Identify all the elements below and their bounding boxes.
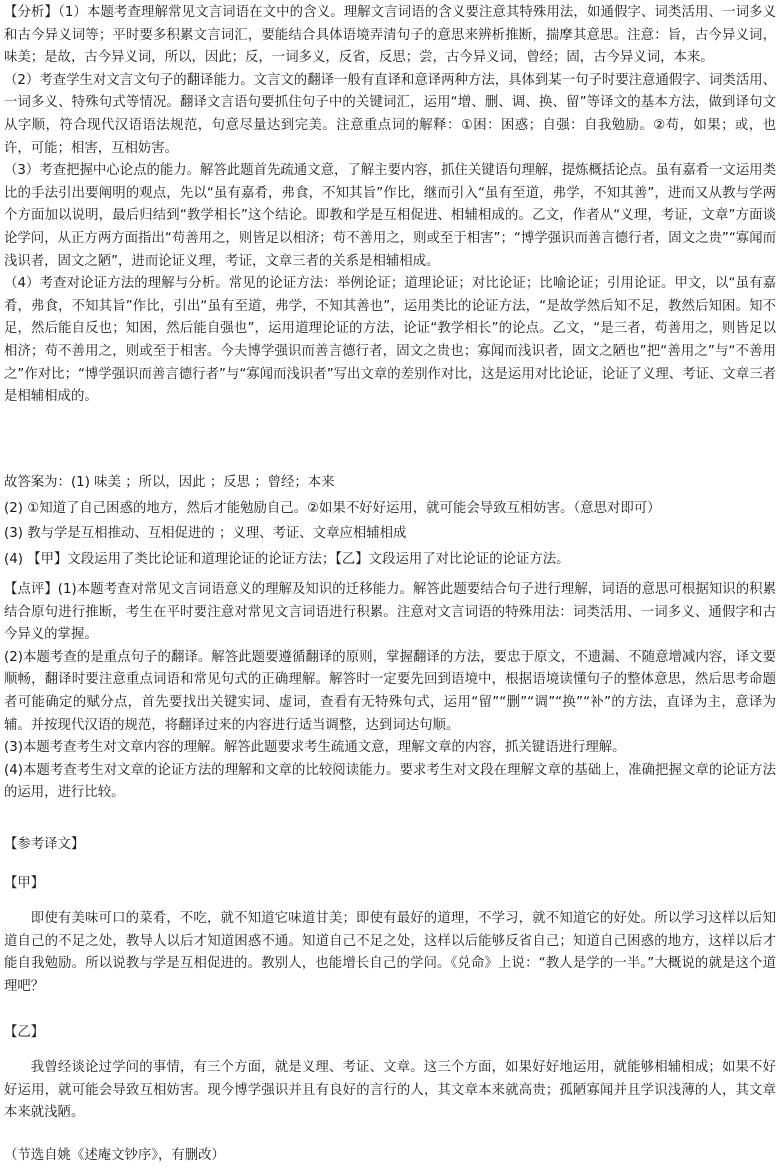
comment-part-1: 【点评】(1)本题考查对常见文言词语意义的理解及知识的迁移能力。解答此题要结合句子进行理解，词语的意思可根据知识的积累结合原句进行推断，考生在平时要注意对常见文言词语进行积累。注意对文言词语的特殊用法：词类活用、一词多义、通假字和古今异义的掌握。 bbox=[4, 582, 776, 643]
analysis-section bbox=[4, 2, 776, 409]
jia-heading: 【甲】 bbox=[4, 876, 45, 891]
analysis-part-2: （2）考查学生对文言文句子的翻译能力。文言文的翻译一般有直译和意译两种方法，具体到某一句子时要注意通假字、词类活用、一词多义、特殊句式等情况。翻译文言语句要抓住句子中的关键词汇，运用“增、删、调、换、留”等译文的基本方法，做到译句文从字顺，符合现代汉语语法规范，句意尽量达到完美。注意重点词的解释：①困：困惑；自强：自我勉励。②苟，如果；或，也许，可能；相害，互相妨害。 bbox=[4, 72, 776, 156]
answer-3: (3) 教与学是互相推动、互相促进的 ；义理、考证、文章应相辅相成 bbox=[4, 526, 407, 541]
reference-translation-heading: 【参考译文】 bbox=[4, 837, 85, 852]
comment-section bbox=[4, 579, 776, 805]
answers-section bbox=[4, 470, 776, 572]
jia-translation: 即使有美味可口的菜肴，不吃，就不知道它味道甘美；即使有最好的道理，不学习，就不知道它的好处。所以学习这样以后知道自己的不足之处，教导人以后才知道困惑不通。知道自己不足之处，这样以后能够反省自己；知道自己困惑的地方，这样以后才能自我勉励。所以说教与学是互相促进的。教别人，也能增长自己的学问。《兑命》上说：“教人是学的一半。”大概说的就是这个道理吧？ bbox=[4, 911, 776, 994]
comment-part-4: (4)本题考查考生对文章的论证方法的理解和文章的比较阅读能力。要求考生对文段在理解文章的基础上，准确把握文章的论证方法的运用，进行比较。 bbox=[4, 762, 776, 801]
source-note: （节选自姚《述庵文钞序》，有删改） bbox=[4, 1148, 225, 1163]
comment-part-2: (2)本题考查的是重点句子的翻译。解答此题要遵循翻译的原则，掌握翻译的方法，要忠于原文，不遗漏、不随意增减内容，译文要顺畅，翻译时要注意重点词语和常见句式的正确理解。解答时一定要先回到语境中，根据语境读懂句子的整体意思，然后思考命题者可能确定的赋分点，首先要找出关键实词、虚词，查看有无特殊句式，运用“留”“删”“调”“换”“补”的方法，直译为主，意译为辅。并按现代汉语的规范，将翻译过来的内容进行适当调整，达到词达句顺。 bbox=[4, 649, 776, 733]
analysis-part-3: （3）考查把握中心论点的能力。解答此题首先疏通文意，了解主要内容，抓住关键语句理解，提炼概括论点。虽有嘉肴一文运用类比的手法引出要阐明的观点，先以“虽有嘉肴，弗食，不知其旨”作比，继而引入“虽有至道，弗学，不知其善”，进而又从教与学两个方面加以说明，最后归结到“教学相长”这个结论。即教和学是互相促进、相辅相成的。乙文，作者从“义理，考证，文章”方面谈论学问，从正方两方面指出“苟善用之，则皆足以相济；苟不善用之，则或至于相害”；“博学强识而善言德行者，固文之贵”“寡闻而浅识者，固文之陋”，进而论证义理，考证，文章三者的关系是相辅相成。 bbox=[4, 163, 776, 269]
answer-1: 故答案为：(1) 味美 ；所以，因此 ；反思 ；曾经；本来 bbox=[4, 475, 335, 490]
analysis-part-4: （4）考查对论证方法的理解与分析。常见的论证方法：举例论证；道理论证；对比论证；比喻论证；引用论证。甲文，以“虽有嘉肴，弗食，不知其旨”作比，引出“虽有至道，弗学，不知其善也”，运用类比的论证方法，“是故学然后知不足，教然后知困。知不足，然后能自反也；知困，然后能自强也”，运用道理论证的方法，论证“教学相长”的论点。乙文，“是三者，苟善用之，则皆足以相济；苟不善用之，则或至于相害。今夫博学强识而善言德行者，固文之贵也；寡闻而浅识者，固文之陋也”把“善用之”与“不善用之”作对比；“博学强识而善言德行者”与“寡闻而浅识者”写出文章的差别作对比，这是运用对比论证，论证了义理、考证、文章三者是相辅相成的。 bbox=[4, 276, 776, 405]
comment-part-3: (3)本题考查考生对文章内容的理解。解答此题要求考生疏通文意，理解文章的内容，抓关键语进行理解。 bbox=[4, 740, 626, 756]
yi-translation: 我曾经谈论过学问的事情，有三个方面，就是义理、考证、文章。这三个方面，如果好好地运用，就能够相辅相成；如果不好好运用，就可能会导致互相妨害。现今博学强识并且有良好的言行的人，其文章本来就高贵；孤陋寡闻并且学识浅薄的人，其文章本来就浅陋。 bbox=[4, 1060, 776, 1121]
analysis-part-1: 【分析】（1）本题考查理解常见文言词语在文中的含义。理解文言词语的含义要注意其特殊用法，如通假字、词类活用、一词多义和古今异义词等；平时要多积累文言词汇，要能结合具体语境弄清句子的意思来辨析推断，揣摩其意思。注意：旨，古今异义词，味美；是故，古今异义词，所以，因此；反，一词多义，反省，反思；尝，古今异义词，曾经；固，古今异义词，本来。 bbox=[4, 5, 776, 66]
answer-4: (4) 【甲】文段运用了类比论证和道理论证的论证方法；【乙】文段运用了对比论证的论证方法。 bbox=[4, 551, 570, 567]
answer-2: (2) ①知道了自己困惑的地方，然后才能勉励自己。②如果不好好运用，就可能会导致互相妨害。（意思对即可） bbox=[4, 500, 661, 516]
yi-heading: 【乙】 bbox=[4, 1025, 45, 1040]
